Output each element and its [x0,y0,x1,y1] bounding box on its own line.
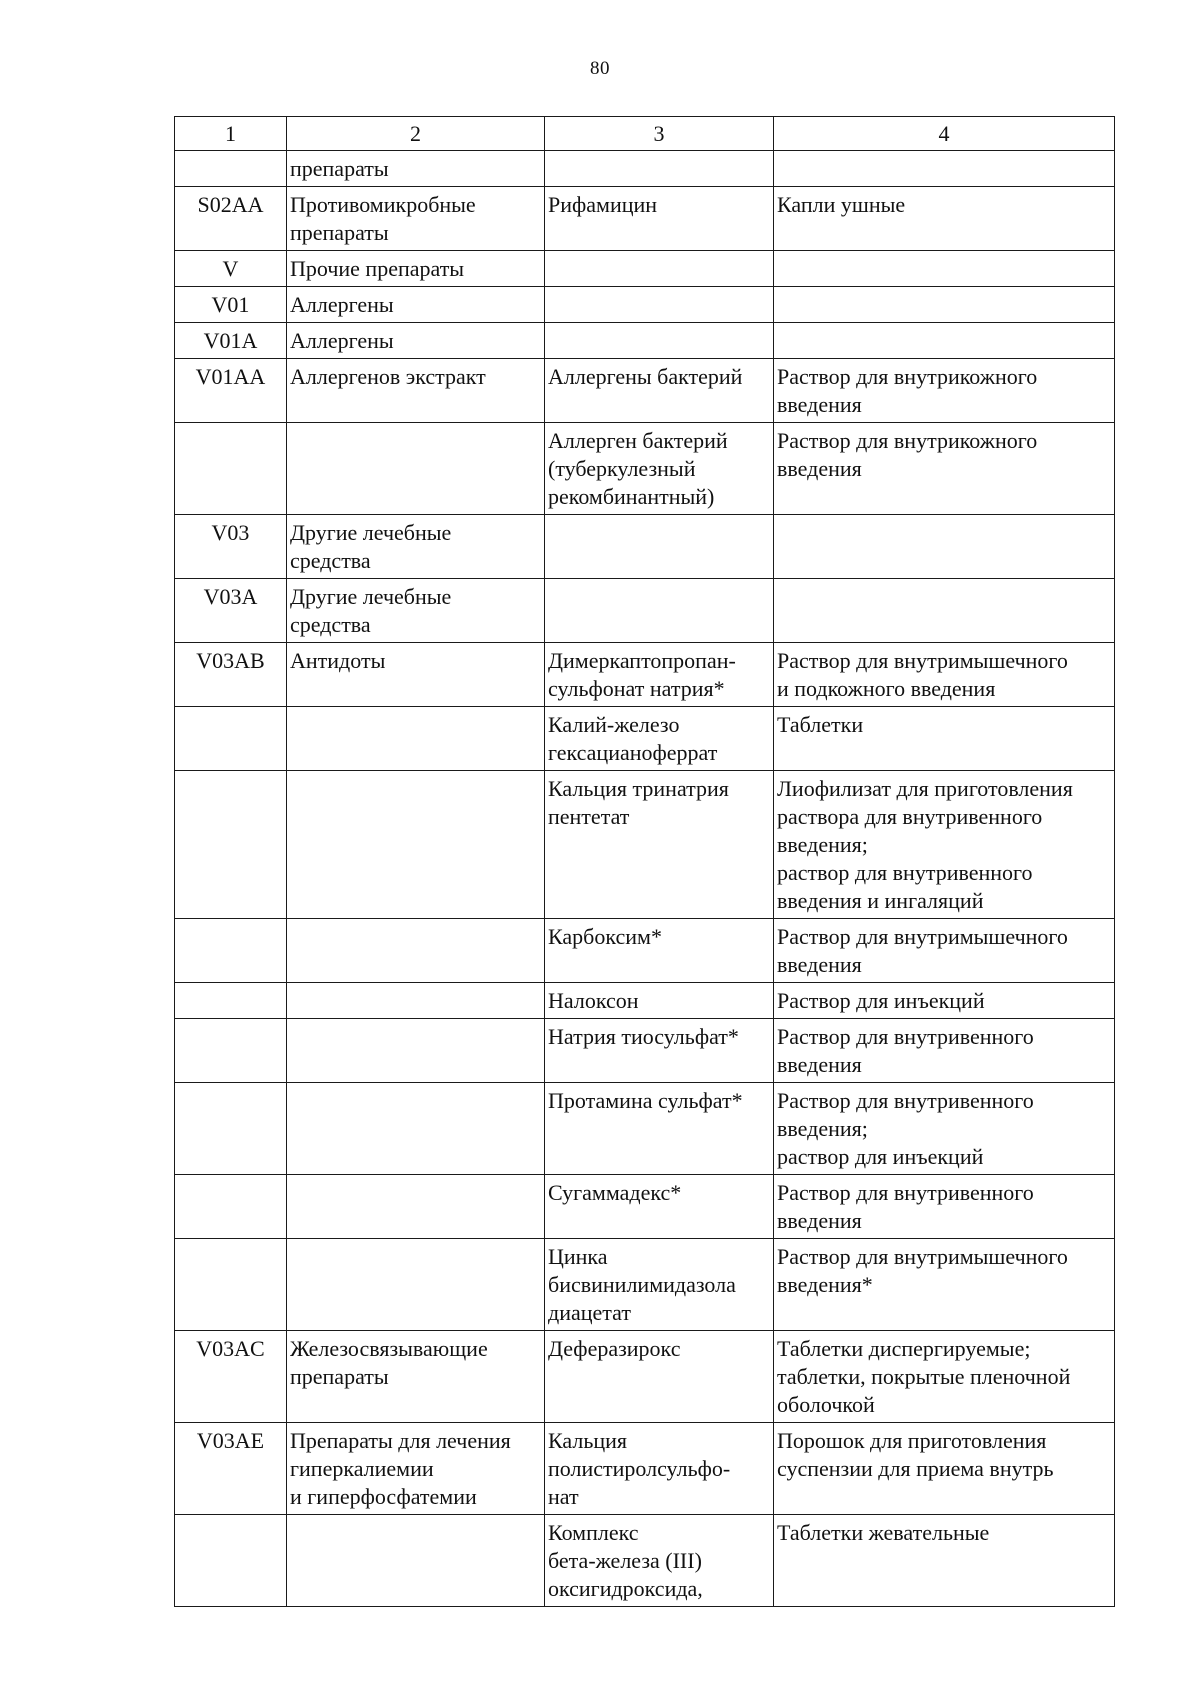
cell-text-line: диацетат [548,1300,631,1325]
cell-text-line: Прочие препараты [290,256,465,281]
cell-text-line: Раствор для инъекций [777,988,985,1013]
cell-text-line: Кальция [548,1428,628,1453]
cell-text-line: Раствор для внутривенного [777,1088,1034,1113]
atc-code-cell: V [175,251,287,287]
atc-code-cell: V03AC [175,1331,287,1423]
atc-code-cell [175,423,287,515]
cell-text-line: введения; [777,1116,868,1141]
atc-code-cell [175,1019,287,1083]
cell-text-line: полистиролсульфо- [548,1456,731,1481]
cell-text-line: Рифамицин [548,192,658,217]
drug-name-cell [545,771,774,919]
atc-code-cell [175,151,287,187]
drug-name-cell [545,983,774,1019]
group-cell [287,771,545,919]
drug-name-cell [545,579,774,643]
table-row [175,1239,1115,1331]
drug-table [174,116,1115,1607]
atc-code-cell [175,1239,287,1331]
cell-text-line: Раствор для внутрикожного [777,364,1038,389]
group-cell [287,287,545,323]
cell-text-line: введения [777,456,862,481]
table-row [175,251,1115,287]
atc-code-cell: V01 [175,287,287,323]
drug-name-cell [545,1331,774,1423]
cell-text-line: Раствор для внутривенного [777,1024,1034,1049]
dosage-form-cell [774,1239,1115,1331]
group-cell [287,1239,545,1331]
atc-code-cell: V01AA [175,359,287,423]
group-cell [287,643,545,707]
dosage-form-cell [774,359,1115,423]
atc-code-cell: V03AB [175,643,287,707]
cell-text-line: Димеркаптопропан- [548,648,736,673]
cell-text-line: бета-железа (III) [548,1548,702,1573]
cell-text-line: введения и ингаляций [777,888,984,913]
group-cell [287,359,545,423]
cell-text-line: Протамина сульфат* [548,1088,743,1113]
cell-text-line: таблетки, покрытые пленочной [777,1364,1071,1389]
atc-code-cell: V03 [175,515,287,579]
cell-text-line: Другие лечебные [290,584,452,609]
cell-text-line: Раствор для внутрикожного [777,428,1038,453]
atc-code-cell [175,983,287,1019]
dosage-form-cell [774,707,1115,771]
group-cell [287,251,545,287]
dosage-form-cell [774,1175,1115,1239]
atc-code-cell [175,771,287,919]
table-row [175,1423,1115,1515]
dosage-form-cell [774,323,1115,359]
atc-code-cell: V03AE [175,1423,287,1515]
cell-text-line: гиперкалиемии [290,1456,434,1481]
table-row [175,579,1115,643]
table-row [175,983,1115,1019]
drug-name-cell [545,251,774,287]
dosage-form-cell [774,151,1115,187]
dosage-form-cell [774,515,1115,579]
dosage-form-cell [774,983,1115,1019]
dosage-form-cell [774,579,1115,643]
cell-text-line: Налоксон [548,988,639,1013]
dosage-form-cell [774,771,1115,919]
drug-name-cell [545,515,774,579]
cell-text-line: Комплекс [548,1520,639,1545]
cell-text-line: Аллерген бактерий [548,428,728,453]
cell-text-line: рекомбинантный) [548,484,715,509]
cell-text-line: введения [777,392,862,417]
cell-text-line: (туберкулезный [548,456,696,481]
cell-text-line: Лиофилизат для приготовления [777,776,1073,801]
atc-code-cell: V01A [175,323,287,359]
cell-text-line: Аллергены [290,328,394,353]
group-cell [287,1083,545,1175]
atc-code-cell [175,919,287,983]
cell-text-line: Капли ушные [777,192,906,217]
cell-text-line: нат [548,1484,579,1509]
table-row [175,323,1115,359]
drug-name-cell [545,151,774,187]
dosage-form-cell [774,1423,1115,1515]
cell-text-line: и гиперфосфатемии [290,1484,477,1509]
cell-text-line: Раствор для внутривенного [777,1180,1034,1205]
table-body [175,151,1115,1607]
cell-text-line: Аллергены [290,292,394,317]
dosage-form-cell [774,423,1115,515]
atc-code-cell: V03A [175,579,287,643]
drug-name-cell [545,919,774,983]
drug-name-cell [545,323,774,359]
cell-text-line: введения [777,952,862,977]
group-cell [287,707,545,771]
table-row [175,287,1115,323]
group-cell [287,1019,545,1083]
cell-text-line: Раствор для внутримышечного [777,1244,1068,1269]
dosage-form-cell [774,187,1115,251]
group-cell [287,1423,545,1515]
cell-text-line: гексацианоферрат [548,740,718,765]
cell-text-line: введения; [777,832,868,857]
group-cell [287,515,545,579]
atc-code-cell [175,1175,287,1239]
cell-text-line: введения [777,1208,862,1233]
dosage-form-cell [774,287,1115,323]
cell-text-line: Антидоты [290,648,386,673]
drug-name-cell [545,1019,774,1083]
cell-text-line: средства [290,612,371,637]
dosage-form-cell [774,1019,1115,1083]
cell-text-line: Натрия тиосульфат* [548,1024,739,1049]
page-number: 80 [590,58,610,79]
drug-name-cell [545,1239,774,1331]
dosage-form-cell [774,643,1115,707]
table-row [175,919,1115,983]
table-row [175,771,1115,919]
drug-name-cell [545,707,774,771]
cell-text-line: оксигидроксида, [548,1576,703,1601]
atc-code-cell: S02AA [175,187,287,251]
cell-text-line: раствора для внутривенного [777,804,1043,829]
drug-name-cell [545,1083,774,1175]
cell-text-line: Порошок для приготовления [777,1428,1047,1453]
drug-name-cell [545,1423,774,1515]
atc-code-cell [175,707,287,771]
drug-name-cell [545,187,774,251]
drug-name-cell [545,287,774,323]
cell-text-line: Аллергенов экстракт [290,364,486,389]
group-cell [287,151,545,187]
cell-text-line: средства [290,548,371,573]
column-header: 2 [287,117,545,151]
drug-name-cell [545,423,774,515]
group-cell [287,323,545,359]
group-cell [287,1175,545,1239]
cell-text-line: Калий-железо [548,712,680,737]
cell-text-line: Цинка [548,1244,608,1269]
cell-text-line: введения* [777,1272,873,1297]
cell-text-line: препараты [290,220,389,245]
atc-code-cell [175,1083,287,1175]
cell-text-line: Раствор для внутримышечного [777,648,1068,673]
cell-text-line: препараты [290,1364,389,1389]
table-row [175,151,1115,187]
cell-text-line: Аллергены бактерий [548,364,743,389]
cell-text-line: Таблетки [777,712,864,737]
cell-text-line: введения [777,1052,862,1077]
group-cell [287,1331,545,1423]
column-header: 3 [545,117,774,151]
drug-name-cell [545,643,774,707]
table-row [175,1175,1115,1239]
column-header: 1 [175,117,287,151]
cell-text-line: Таблетки диспергируемые; [777,1336,1031,1361]
table-row [175,1515,1115,1607]
cell-text-line: сульфонат натрия* [548,676,725,701]
cell-text-line: Препараты для лечения [290,1428,511,1453]
dosage-form-cell [774,1331,1115,1423]
group-cell [287,187,545,251]
cell-text-line: Деферазирокс [548,1336,681,1361]
table-row [175,423,1115,515]
table-row [175,643,1115,707]
table-row [175,1083,1115,1175]
dosage-form-cell [774,1515,1115,1607]
group-cell [287,423,545,515]
drug-name-cell [545,1515,774,1607]
cell-text-line: Карбоксим* [548,924,662,949]
cell-text-line: раствор для внутривенного [777,860,1033,885]
cell-text-line: Железосвязывающие [290,1336,488,1361]
group-cell [287,919,545,983]
group-cell [287,579,545,643]
table-row [175,515,1115,579]
drug-name-cell [545,1175,774,1239]
dosage-form-cell [774,251,1115,287]
cell-text-line: Противомикробные [290,192,476,217]
group-cell [287,983,545,1019]
table-header-row [175,117,1115,151]
dosage-form-cell [774,1083,1115,1175]
cell-text-line: Сугаммадекс* [548,1180,682,1205]
cell-text-line: бисвинилимидазола [548,1272,736,1297]
group-cell [287,1515,545,1607]
cell-text-line: Таблетки жевательные [777,1520,990,1545]
drug-name-cell [545,359,774,423]
table-row [175,707,1115,771]
cell-text-line: оболочкой [777,1392,875,1417]
dosage-form-cell [774,919,1115,983]
cell-text-line: раствор для инъекций [777,1144,984,1169]
table-row [175,359,1115,423]
column-header: 4 [774,117,1115,151]
cell-text-line: Другие лечебные [290,520,452,545]
cell-text-line: Кальция тринатрия [548,776,729,801]
table-row [175,187,1115,251]
table-row [175,1019,1115,1083]
cell-text-line: Раствор для внутримышечного [777,924,1068,949]
atc-code-cell [175,1515,287,1607]
cell-text-line: и подкожного введения [777,676,996,701]
table-row [175,1331,1115,1423]
cell-text-line: пентетат [548,804,630,829]
cell-text-line: препараты [290,156,389,181]
cell-text-line: суспензии для приема внутрь [777,1456,1054,1481]
